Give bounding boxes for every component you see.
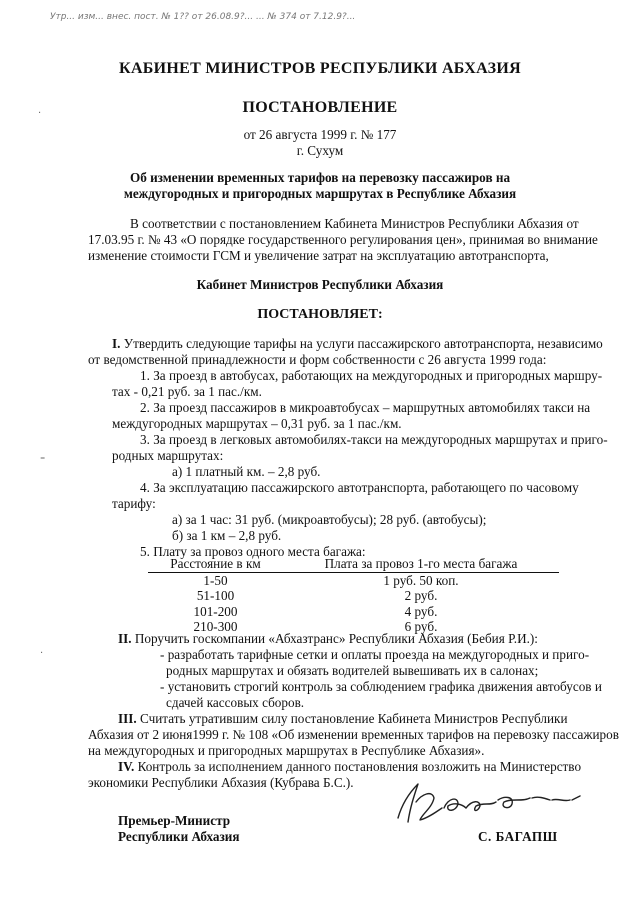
- section-1-text: Утвердить следующие тарифы на услуги пассажирского автотранспорта, независимо: [123, 336, 603, 351]
- table-row: [148, 588, 559, 604]
- table-row: [148, 573, 559, 589]
- item-3-line-2: родных маршрутах:: [112, 448, 224, 463]
- table-header-distance: Расстояние в км: [170, 556, 261, 571]
- item-3-line-1: 3. За проезд в легковых автомобилях-такси на междугородных маршрутах и приго-: [140, 432, 608, 447]
- section-1-number: I.: [112, 336, 121, 351]
- table-cell-distance: 210-300: [193, 619, 238, 635]
- cabinet-line: Кабинет Министров Республики Абхазия: [196, 277, 444, 292]
- table-cell-distance: 1-50: [203, 572, 228, 588]
- item-4-line-1: 4. За эксплуатацию пассажирского автотранспорта, работающего по часовому: [140, 480, 579, 495]
- title-line-2: междугородных и пригородных маршрутах в Республике Абхазия: [123, 186, 517, 201]
- preamble-line-2: 17.03.95 г. № 43 «О порядке государственного регулирования цен», принимая во внимание: [88, 232, 598, 247]
- section-2-bullet-1-line-2: родных маршрутах и обязать водителей вывешивать их в салонах;: [166, 663, 539, 678]
- resolves-heading: ПОСТАНОВЛЯЕТ:: [257, 307, 383, 322]
- item-4-sub-a: а) за 1 час: 31 руб. (микроавтобусы); 28 руб. (автобусы);: [172, 512, 487, 527]
- item-2-line-2: междугородных маршрутах – 0,31 руб. за 1 пас./км.: [112, 416, 402, 431]
- section-3-text: Считать утратившим силу постановление Кабинета Министров Республики: [140, 711, 568, 726]
- scan-mark: ·: [38, 108, 42, 119]
- table-row: [148, 604, 559, 620]
- item-5: 5. Плату за провоз одного места багажа:: [140, 544, 366, 559]
- section-4-text: Контроль за исполнением данного постановления возложить на Министерство: [137, 759, 582, 774]
- section-2-bullet-2-line-2: сдачей кассовых сборов.: [166, 695, 305, 710]
- table-cell-fee: 4 руб.: [404, 603, 438, 619]
- org-name: КАБИНЕТ МИНИСТРОВ РЕСПУБЛИКИ АБХАЗИЯ: [119, 60, 521, 77]
- handwritten-signature: [392, 778, 592, 830]
- doc-type: ПОСТАНОВЛЕНИЕ: [242, 99, 398, 116]
- item-1-line-2: тах - 0,21 руб. за 1 пас./км.: [112, 384, 262, 399]
- section-2-line-1: [118, 631, 538, 648]
- preamble-line-3: изменение стоимости ГСМ и увеличение затрат на эксплуатацию автотранспорта,: [88, 248, 549, 263]
- table-cell-distance: 51-100: [196, 588, 235, 604]
- section-2-bullet-1-line-1: - разработать тарифные сетки и оплаты проезда на междугородных и приго-: [160, 647, 590, 662]
- section-2-bullet-2-line-1: - установить строгий контроль за соблюдением графика движения автобусов и: [160, 679, 602, 694]
- section-3-line-1: [118, 711, 568, 728]
- section-3-number: III.: [118, 711, 137, 726]
- table-cell-fee: 1 руб. 50 коп.: [383, 572, 459, 588]
- handwritten-note: Утр... изм... внес. пост. № 1?? от 26.08.9?... ... № 374 от 7.12.9?...: [50, 12, 356, 22]
- table-cell-fee: 2 руб.: [404, 588, 438, 604]
- section-4-number: IV.: [118, 759, 135, 774]
- baggage-table: [148, 556, 559, 635]
- item-4-line-2: тарифу:: [112, 496, 156, 511]
- section-4-line-1: [118, 759, 581, 776]
- section-2-number: II.: [118, 631, 132, 646]
- table-cell-distance: 101-200: [193, 603, 238, 619]
- item-1-line-1: 1. За проезд в автобусах, работающих на междугородных и пригородных маршру-: [140, 368, 603, 383]
- section-1-line-2: от ведомственной принадлежности и форм собственности с 26 августа 1999 года:: [88, 352, 547, 367]
- scan-mark: ⁼: [40, 455, 46, 466]
- signature-position-2: Республики Абхазия: [118, 829, 240, 844]
- item-4-sub-b: б) за 1 км – 2,8 руб.: [172, 528, 282, 543]
- signature-position-1: Премьер-Министр: [118, 813, 231, 828]
- item-3-sub-a: а) 1 платный км. – 2,8 руб.: [172, 464, 321, 479]
- section-1-line-1: [112, 336, 603, 353]
- table-header-fee: Плата за провоз 1-го места багажа: [324, 556, 518, 571]
- item-2-line-1: 2. За проезд пассажиров в микроавтобусах – маршрутных автомобилях такси на: [140, 400, 591, 415]
- table-header-row: [148, 556, 559, 573]
- date-number: от 26 августа 1999 г. № 177: [243, 127, 397, 142]
- preamble-line-1: В соответствии с постановлением Кабинета Министров Республики Абхазия от: [130, 216, 579, 231]
- section-3-line-2: Абхазия от 2 июня1999 г. № 108 «Об изменении временных тарифов на перевозку пассажиров: [88, 727, 619, 742]
- table-cell-fee: 6 руб.: [404, 619, 438, 635]
- section-3-line-3: на междугородных и пригородных маршрутах в Республике Абхазия».: [88, 743, 485, 758]
- section-2-text: Поручить госкомпании «Абхазтранс» Республики Абхазия (Бебия Р.И.):: [134, 631, 538, 646]
- title-line-1: Об изменении временных тарифов на перевозку пассажиров на: [129, 170, 511, 185]
- signature-name: С. БАГАПШ: [478, 829, 558, 844]
- scan-mark: ·: [40, 648, 44, 659]
- section-4-line-2: экономики Республики Абхазия (Кубрава Б.С.).: [88, 775, 354, 790]
- city: г. Сухум: [296, 143, 344, 158]
